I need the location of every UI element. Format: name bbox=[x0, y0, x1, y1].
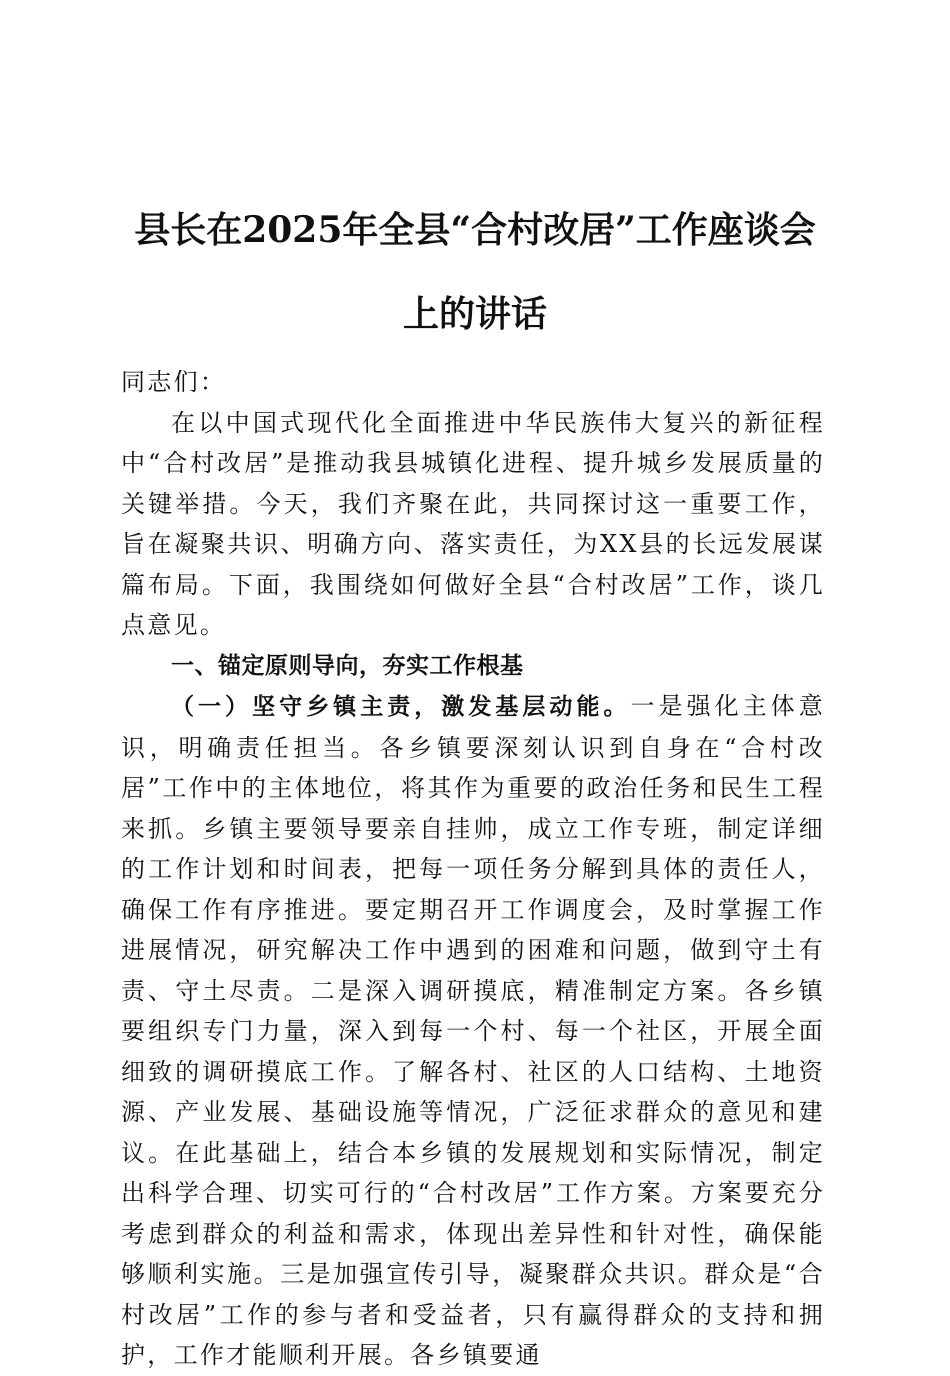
title-line-2: 上的讲话 bbox=[402, 293, 547, 335]
subsection-heading-1: （一）坚守乡镇主责，激发基层动能。 bbox=[171, 694, 631, 720]
section-heading-1: 一、锚定原则导向，夯实工作根基 bbox=[171, 652, 524, 679]
subsection-body-1: 一是强化主体意识，明确责任担当。各乡镇要深刻认识到自身在“合村改居”工作中的主体地位，将其作为重要的政治任务和民生工程来抓。乡镇主要领导要亲自挂帅，成立工作专班，制定详细的工作计划和时间表，把每一项任务分解到具体的责任人，确保工作有序推进。要定期召开工作调度会，及时掌握工作进展情况，研究解决工作中遇到的困难和问题，做到守土有责、守土尽责。二是深入调研摸底，精准制定方案。各乡镇要组织专门力量，深入到每一个村、每一个社区，开展全面细致的调研摸底工作。了解各村、社区的人口结构、土地资源、产业发展、基础设施等情况，广泛征求群众的意见和建议。在此基础上，结合本乡镇的发展规划和实际情况，制定出科学合理、切实可行的“合村改居”工作方案。方案要充分考虑到群众的利益和需求，体现出差异性和针对性，确保能够顺利实施。三是加强宣传引导，凝聚群众共识。群众是“合村改居”工作的参与者和受益者，只有赢得群众的支持和拥护，工作才能顺利开展。各乡镇要通 bbox=[121, 692, 825, 1369]
salutation: 同志们： bbox=[121, 368, 227, 396]
subsection-paragraph-1 bbox=[121, 686, 825, 1376]
title-line-1: 县长在2025年全县“合村改居”工作座谈会 bbox=[134, 209, 816, 251]
intro-paragraph: 在以中国式现代化全面推进中华民族伟大复兴的新征程中“合村改居”是推动我县城镇化进程、提升城乡发展质量的关键举措。今天，我们齐聚在此，共同探讨这一重要工作，旨在凝聚共识、明确方向、落实责任，为XX县的长远发展谋篇布局。下面，我围绕如何做好全县“合村改居”工作，谈几点意见。 bbox=[121, 408, 825, 639]
document-title bbox=[100, 188, 850, 356]
document-body bbox=[121, 362, 825, 1376]
